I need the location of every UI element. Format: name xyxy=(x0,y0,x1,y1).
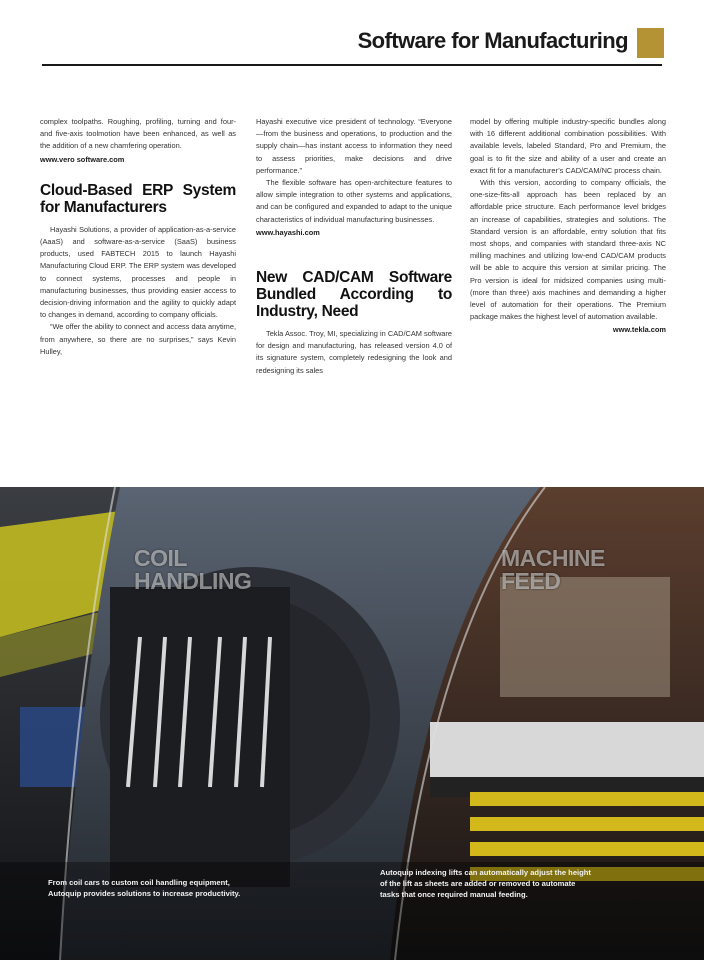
article-column-2 xyxy=(256,116,452,377)
label-line: FEED xyxy=(501,568,561,594)
label-line: MACHINE xyxy=(501,545,605,571)
section-header xyxy=(0,26,704,66)
article-text: Hayashi Solutions, a provider of application-as-a-service (AaaS) and software-as-a-service (SaaS) business products, used FABTECH 2015 to launch Hayashi Manufacturing Cloud ERP. The ERP system was developed to connect systems, processes and people in manufacturing businesses, thus providing easier access to decision-driving information and the agility to quickly adapt to changes in demand, according to company officials. xyxy=(40,224,236,320)
article-text: With this version, according to company officials, the one-size-fits-all approach has been replaced by an affordable price structure. Each performance level bridges an increase of capabilities, strategies and solutions. The Standard version is an affordable, entry solution that fits most shops, and companies with standard three-axis NC milling machines and utilizing low-end CAD/CAM products will be able to acquire this version at similar pricing. The Pro version is ideal for midsized companies using multi-(more than three) axis machines and demanding a higher level of automation for their operations. The Premium package makes the highest level of automation available. xyxy=(470,178,666,322)
caption-line: tasks that once required manual feeding. xyxy=(380,890,528,899)
caption-line: Autoquip provides solutions to increase productivity. xyxy=(48,889,241,898)
caption-line: From coil cars to custom coil handling equipment, xyxy=(48,878,230,887)
machine-feed-label xyxy=(501,547,605,593)
photo-caption-left xyxy=(48,877,348,899)
article-column-1 xyxy=(40,116,236,358)
coil-handling-label xyxy=(134,547,251,593)
article-column-3 xyxy=(470,116,666,337)
article-url-link[interactable]: www.vero software.com xyxy=(40,154,125,164)
article-text: model by offering multiple industry-specific bundles along with 16 different additional combination possibilities. With available levels, labeled Standard, Pro and Premium, the goal is to fit the size and ability of a user and create an exact fit for a manufacturer’s CAD/CAM/NC process chain. xyxy=(470,117,666,175)
caption-line: of the lift as sheets are added or removed to automate xyxy=(380,879,576,888)
article-text: Tekla Assoc. Troy, MI, specializing in CAD/CAM software for design and manufacturing, has released version 4.0 of its signature system, completely redesigning the look and redesigning its sales xyxy=(256,329,452,375)
label-line: HANDLING xyxy=(134,568,252,594)
advertisement-photo xyxy=(0,487,704,960)
section-title: Software for Manufacturing xyxy=(348,28,628,54)
header-accent-block xyxy=(637,28,664,58)
article-url-link[interactable]: www.hayashi.com xyxy=(256,227,320,237)
caption-line: Autoquip indexing lifts can automatically adjust the height xyxy=(380,868,591,877)
article-url-link[interactable]: www.tekla.com xyxy=(612,325,666,335)
article-text: complex toolpaths. Roughing, profiling, turning and four- and five-axis toolmotion have been enhanced, as well as the addition of a new chamfering operation. xyxy=(40,117,236,151)
article-text: “We offer the ability to connect and access data anytime, from anywhere, so there are no surprises,” says Kevin Hulley, xyxy=(40,322,236,356)
article-headline: Cloud-Based ERP System for Manufacturers xyxy=(40,181,236,216)
header-rule xyxy=(42,64,662,66)
article-headline: New CAD/CAM Software Bundled According to Industry, Need xyxy=(256,269,452,321)
article-text: The flexible software has open-architecture features to allow simple integration to other systems and applications, and can be configured and expanded to adapt to the unique characteristics of individual manufacturing businesses. xyxy=(256,178,452,224)
article-text: Hayashi executive vice president of technology. “Everyone—from the business and operations, to production and the supply chain—has instant access to information they need to assess priorities, make decisions and drive performance.” xyxy=(256,117,452,175)
label-line: COIL xyxy=(134,545,187,571)
photo-caption-right xyxy=(380,867,680,900)
